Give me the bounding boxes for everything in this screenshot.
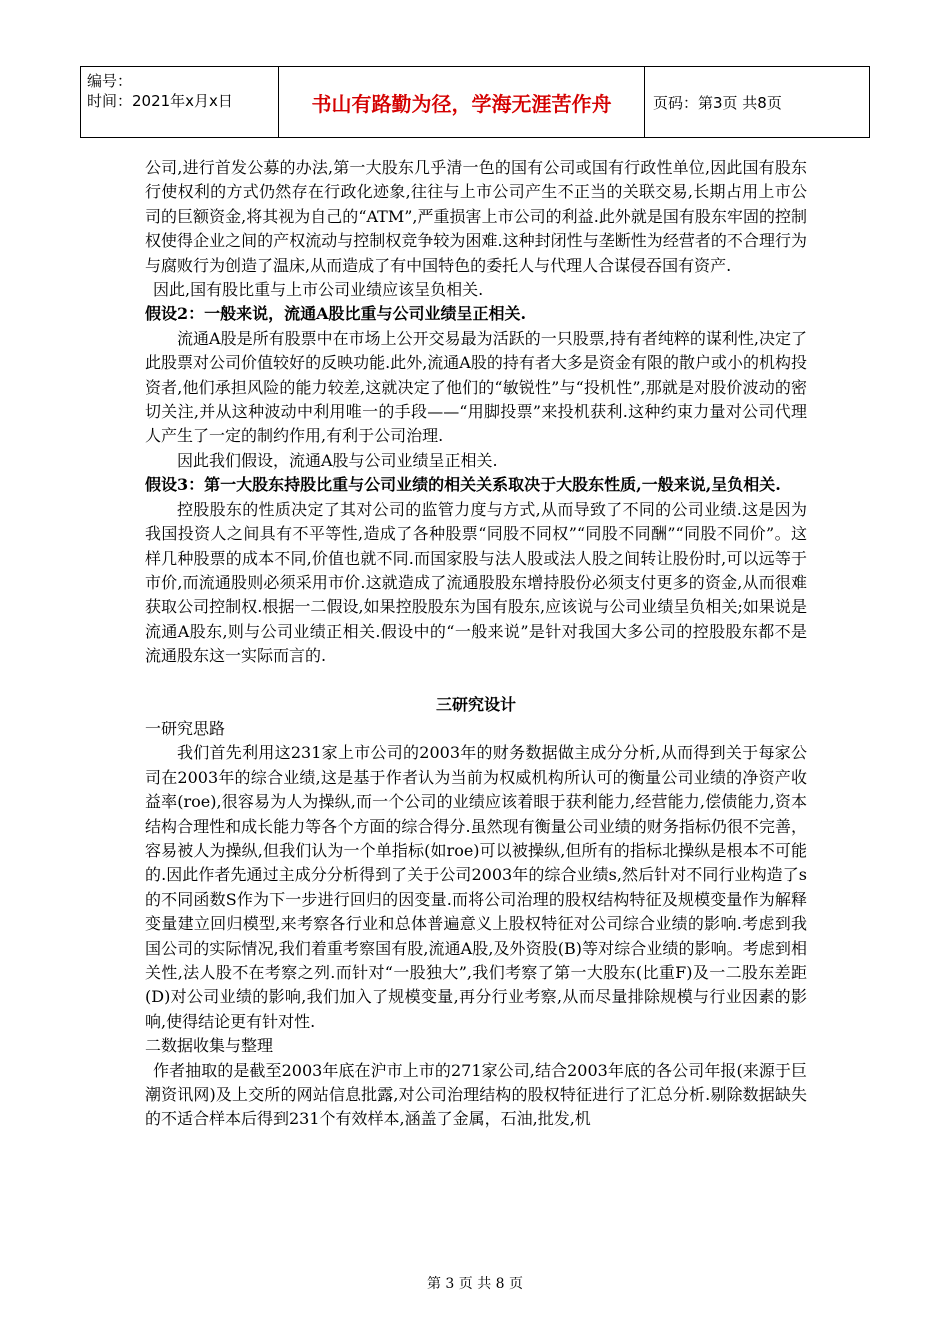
paragraph: 二数据收集与整理: [145, 1036, 274, 1056]
serial-number-label: 编号：: [87, 72, 133, 90]
header-motto: 书山有路勤为径，学海无涯苦作舟: [279, 67, 645, 137]
paragraph: 因此,国有股比重与上市公司业绩应该呈负相关.: [153, 280, 484, 300]
header-page-info: 页码：第3页 共8页: [653, 93, 782, 112]
page-footer: 第 3 页 共 8 页: [426, 1276, 524, 1292]
paragraph: 作者抽取的是截至2003年底在沪市上市的271家公司,结合2003年底的各公司年报(来源于巨潮资讯网)及上交所的网站信息批露,对公司治理结构的股权特征进行了汇总分析.剔除数据缺失的不适合样本后得到231个有效样本,涵盖了金属，石油,批发,机: [145, 1060, 807, 1129]
hypothesis-heading: 假设2：一般来说，流通A股比重与公司业绩呈正相关.: [145, 304, 527, 324]
paragraph: 我们首先利用这231家上市公司的2003年的财务数据做主成分分析,从而得到关于每家公司在2003年的综合业绩,这是基于作者认为当前为权威机构所认可的衡量公司业绩的净资产收益率(roe),很容易为人为操纵,而一个公司的业绩应该着眼于获利能力,经营能力,偿债能力,资本结构合理性和成长能力等各个方面的综合得分.虽然现有衡量公司业绩的财务指标仍很不完善，容易被人为操纵,但我们认为一个单指标(如roe)可以被操纵,但所有的指标北操纵是根本不可能的.因此作者先通过主成分分析得到了关于公司2003年的综合业绩s,然后针对不同行业构造了s的不同函数S作为下一步进行回归的因变量.而将公司治理的股权结构特征及规模变量作为解释变量建立回归模型,来考察各行业和总体普遍意义上股权特征对公司综合业绩的影响.考虑到我国公司的实际情况,我们着重考察国有股,流通A股,及外资股(B)等对综合业绩的影响。考虑到相关性,法人股不在考察之列.而针对“一股独大”,我们考察了第一大股东(比重F)及一二股东差距(D)对公司业绩的影响,我们加入了规模变量,再分行业考察,从而尽量排除规模与行业因素的影响,使得结论更有针对性.: [145, 743, 807, 1031]
header-meta: [81, 67, 279, 137]
page-header: [80, 66, 870, 138]
paragraph: 流通A股是所有股票中在市场上公开交易最为活跃的一只股票,持有者纯粹的谋利性,决定了此股票对公司价值较好的反映功能.此外,流通A股的持有者大多是资金有限的散户或小的机构投资者,他们承担风险的能力较差,这就决定了他们的“敏锐性”与“投机性”,那就是对股价波动的密切关注,并从这种波动中利用唯一的手段——“用脚投票”来投机获利.这种约束力量对公司代理人产生了一定的制约作用,有利于公司治理.: [145, 328, 807, 446]
paragraph: 一研究思路: [145, 718, 226, 738]
paragraph: 公司,进行首发公募的办法,第一大股东几乎清一色的国有公司或国有行政性单位,因此国有股东行使权利的方式仍然存在行政化迹象,往往与上市公司产生不正当的关联交易,长期占用上市公司的巨额资金,将其视为自己的“ATM”,严重损害上市公司的利益.此外就是国有股东牢固的控制权使得企业之间的产权流动与控制权竞争较为困难.这种封闭性与垄断性为经营者的不合理行为与腐败行为创造了温床,从而造成了有中国特色的委托人与代理人合谋侵吞国有资产.: [145, 158, 807, 275]
paragraph: 控股股东的性质决定了其对公司的监管力度与方式,从而导致了不同的公司业绩.这是因为我国投资人之间具有不平等性,造成了各种股票“同股不同权”“同股不同酬”“同股不同价”。这样几种股票的成本不同,价值也就不同.而国家股与法人股或法人股之间转让股份时,可以远等于市价,而流通股则必须采用市价.这就造成了流通股股东增持股份必须支付更多的资金,从而很难获取公司控制权.根据一二假设,如果控股股东为国有股东,应该说与公司业绩呈负相关;如果说是流通A股东,则与公司业绩正相关.假设中的“一般来说”是针对我国大多公司的控股股东都不是流通股东这一实际而言的.: [145, 499, 807, 666]
hypothesis-heading: 假设3：第一大股东持股比重与公司业绩的相关关系取决于大股东性质,一般来说,呈负相关.: [145, 475, 781, 495]
date-label: 时间：2021年x月x日: [87, 92, 233, 110]
document-body: [145, 156, 807, 1132]
paragraph: 因此我们假设，流通A股与公司业绩呈正相关.: [177, 450, 498, 470]
section-title: 三研究设计: [435, 694, 516, 714]
